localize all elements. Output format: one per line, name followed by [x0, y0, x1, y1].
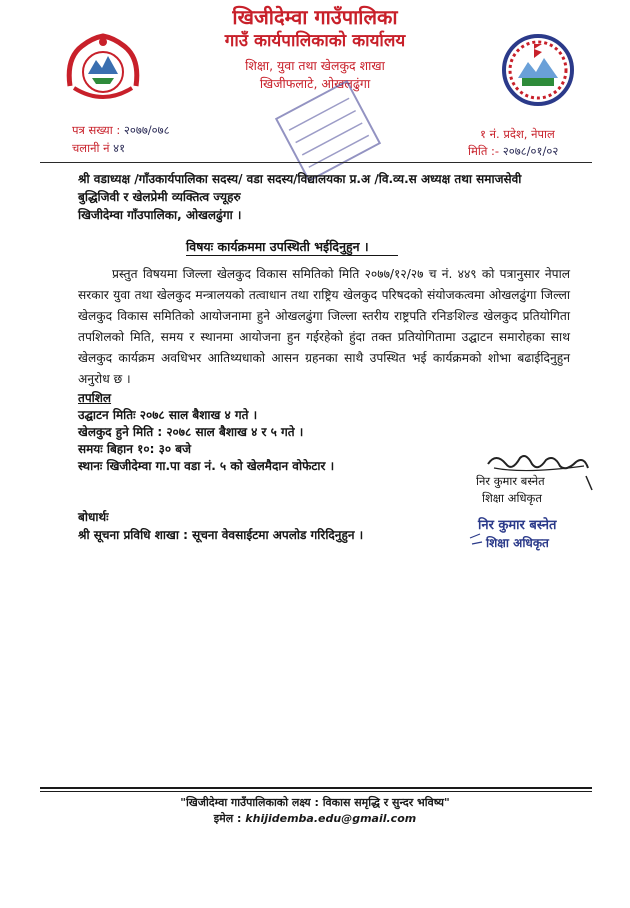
- opening-date: उद्घाटन मितिः २०७८ साल बैशाख ४ गते ।: [78, 408, 258, 422]
- province: १ नं. प्रदेश, नेपाल: [480, 127, 555, 141]
- dispatch-label: चलानी नं: [72, 141, 110, 155]
- letter-body: प्रस्तुत विषयमा जिल्ला खेलकुद विकास समितिको मिति २०७७/१२/२७ च नं. ४४९ को पत्रानुसार नेपाल सरकार युवा तथा खेलकुद मन्त्रालयको तत्वाधान तथा राष्ट्रिय खेलकुद परिषदको संयोजकत्वमा ओखलढुंगा जिल्ला खेलकुद विकास समितिको आयोजनामा हुने ओखलढुंगा जिल्ला स्तरीय राष्ट्रपति रनिङशिल्ड खेलकुद प्रतियोगिता तपशिलको मिति, समय र स्थानमा आयोजना हुन गईरहेको हुंदा तक्त प्रतियोगितामा उद्घाटन समारोहका साथ खेलकुद कार्यक्रम अवधिभर आतिथ्यधाको आसन ग्रहनका साथै उपस्थित भई कार्यक्रमको शोभा बढाईदिनुहुन अनुरोध छ ।: [78, 267, 570, 386]
- footer-email: [0, 811, 630, 826]
- dispatch-number: [72, 140, 125, 156]
- details-heading: तपशिल: [78, 391, 112, 405]
- seal-title: शिक्षा अधिकृत: [486, 536, 549, 550]
- letter-date: [468, 143, 558, 159]
- email-label: इमेल :: [213, 812, 242, 825]
- letter-subject: विषयः कार्यक्रममा उपस्थिती भईदिनुहुन ।: [186, 239, 369, 254]
- addressee-line-3: खिजीदेम्वा गाँउपालिका, ओखलढुंगा ।: [78, 208, 242, 222]
- seal-name: निर कुमार बस्नेत: [478, 518, 557, 533]
- email-address[interactable]: khijidemba.edu@gmail.com: [245, 812, 417, 825]
- addressee-line-1: श्री वडाध्यक्ष /गाँउकार्यपालिका सदस्य/ वडा सदस्य/विद्यालयका प्र.अ /वि.व्य.स अध्यक्ष तथा समाजसेवी: [78, 172, 522, 186]
- header-divider: [40, 162, 592, 163]
- cc-heading: बोधार्थः: [78, 510, 109, 524]
- office-title: खिजीदेम्वा गाउँपालिका: [232, 5, 398, 29]
- date-label: मिति :-: [468, 144, 500, 158]
- sports-date: खेलकुद हुने मिति : २०७८ साल बैशाख ४ र ५ गते ।: [78, 425, 304, 439]
- footer-divider-thick: [40, 787, 592, 789]
- section-name: शिक्षा, युवा तथा खेलकुद शाखा: [245, 58, 385, 73]
- addressee-line-2: बुद्धिजिवी र खेलप्रेमी व्यक्तित्व ज्यूहरु: [78, 190, 241, 204]
- municipality-logo-icon: [500, 32, 576, 108]
- event-details: [78, 390, 498, 475]
- signatory-name: निर कुमार बस्नेत: [476, 474, 545, 488]
- event-venue: स्थानः खिजीदेम्वा गा.पा वडा नं. ५ को खेलमैदान वोफेटार ।: [78, 459, 335, 473]
- cc-line-1: श्री सूचना प्रविधि शाखा : सूचना वेवसाईटमा अपलोड गरिदिनुहुन ।: [78, 528, 364, 542]
- event-time: समयः बिहान १०: ३० बजे: [78, 442, 191, 456]
- office-subtitle: गाउँ कार्यपालिकाको कार्यालय: [224, 31, 406, 51]
- addressee: [78, 170, 578, 224]
- footer-motto: "खिजीदेम्वा गाउँपालिकाको लक्ष्य : विकास समृद्धि र सुन्दर भविष्य": [180, 796, 450, 809]
- reference-label: पत्र सख्या :: [72, 123, 121, 137]
- carbon-copy: [78, 508, 458, 544]
- signatory-title: शिक्षा अधिकृत: [482, 491, 542, 505]
- office-address: खिजीफलाटे, ओखलढुंगा: [259, 76, 371, 91]
- reference-value: २०७७/०७८: [123, 123, 170, 137]
- reference-number: [72, 122, 170, 138]
- footer-divider-thin: [40, 791, 592, 792]
- dispatch-value: ४१: [113, 141, 126, 155]
- date-value: २०७८/०१/०२: [502, 144, 559, 158]
- subject-underline: [186, 255, 398, 256]
